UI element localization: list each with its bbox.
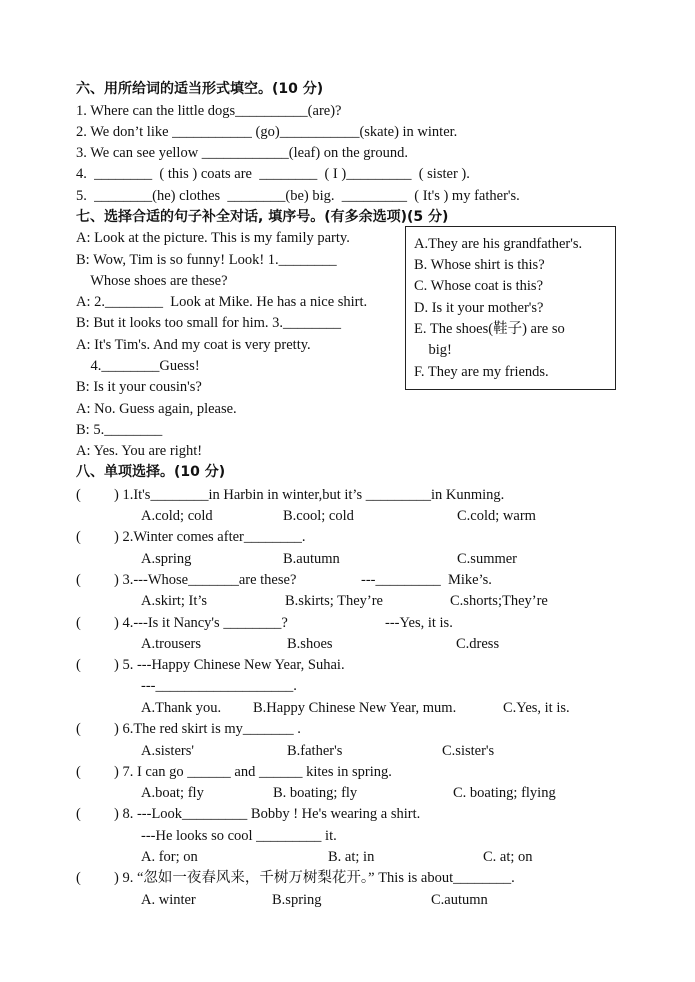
- q9-opt-b: B.spring: [272, 892, 322, 908]
- q1-opt-c: C.cold; warm: [457, 508, 536, 524]
- q7-opt-b: B. boating; fly: [273, 785, 358, 801]
- q2-opt-c: C.summer: [457, 551, 518, 567]
- q1-text: ) 1.It's________in Harbin in winter,but it’s _________in Kunming.: [114, 487, 505, 503]
- q6-opt-a: A.sisters': [141, 743, 194, 759]
- s7-dialogue-9: A: No. Guess again, please.: [76, 401, 237, 417]
- q3-text: ) 3.---Whose_______are these?: [114, 572, 297, 588]
- q8-paren: (: [76, 806, 81, 822]
- q9-paren: (: [76, 870, 81, 886]
- q2-opt-a: A.spring: [141, 551, 192, 567]
- s7-dialogue-4: A: 2.________ Look at Mike. He has a nice shirt.: [76, 294, 368, 310]
- q3-opt-a: A.skirt; It’s: [141, 593, 208, 609]
- q4-answer: ---Yes, it is.: [385, 615, 453, 631]
- s7-dialogue-5: B: But it looks too small for him. 3.________: [76, 315, 342, 331]
- q3-opt-c: C.shorts;They’re: [450, 593, 548, 609]
- q3-paren: (: [76, 572, 81, 588]
- option-d: D. Is it your mother's?: [414, 300, 544, 316]
- q4-opt-b: B.shoes: [287, 636, 333, 652]
- s7-dialogue-8: B: Is it your cousin's?: [76, 379, 202, 395]
- s6-line-5: 5. ________(he) clothes ________(be) big. _________ ( It's ) my father's.: [76, 188, 520, 204]
- s7-dialogue-3: Whose shoes are these?: [76, 273, 228, 289]
- s7-dialogue-1: A: Look at the picture. This is my family party.: [76, 230, 350, 246]
- q9-opt-c: C.autumn: [431, 892, 488, 908]
- s6-line-1: 1. Where can the little dogs__________(are)?: [76, 103, 342, 119]
- q6-opt-c: C.sister's: [442, 743, 495, 759]
- q3-answer: ---_________ Mike’s.: [361, 572, 492, 588]
- q9-opt-a: A. winter: [141, 892, 196, 908]
- s7-dialogue-7: 4.________Guess!: [76, 358, 200, 374]
- option-f: F. They are my friends.: [414, 364, 549, 380]
- s7-dialogue-10: B: 5.________: [76, 422, 163, 438]
- s6-line-3: 3. We can see yellow ____________(leaf) on the ground.: [76, 145, 408, 161]
- q5-opt-c: C.Yes, it is.: [503, 700, 570, 716]
- q7-text: ) 7. I can go ______ and ______ kites in spring.: [114, 764, 392, 780]
- q4-opt-c: C.dress: [456, 636, 500, 652]
- q1-paren: (: [76, 487, 81, 503]
- q6-opt-b: B.father's: [287, 743, 343, 759]
- q5-opt-b: B.Happy Chinese New Year, mum.: [253, 700, 457, 716]
- q8-sub: ---He looks so cool _________ it.: [141, 828, 337, 844]
- q5-sub: ---___________________.: [141, 678, 297, 694]
- option-e: E. The shoes(鞋子) are so: [414, 321, 565, 337]
- q5-opt-a: A.Thank you.: [141, 700, 222, 716]
- section6-heading: 六、用所给词的适当形式填空。(10 分): [76, 81, 324, 97]
- q5-paren: (: [76, 657, 81, 673]
- s7-dialogue-6: A: It's Tim's. And my coat is very pretty.: [76, 337, 311, 353]
- section8-heading: 八、单项选择。(10 分): [76, 464, 226, 480]
- q2-opt-b: B.autumn: [283, 551, 340, 567]
- s7-dialogue-11: A: Yes. You are right!: [76, 443, 203, 459]
- option-c: C. Whose coat is this?: [414, 278, 544, 294]
- q8-opt-a: A. for; on: [141, 849, 198, 865]
- q6-paren: (: [76, 721, 81, 737]
- option-a: A.They are his grandfather's.: [414, 236, 583, 252]
- option-e-cont: big!: [414, 342, 452, 358]
- q5-text: ) 5. ---Happy Chinese New Year, Suhai.: [114, 657, 345, 673]
- q8-text: ) 8. ---Look_________ Bobby ! He's wearing a shirt.: [114, 806, 421, 822]
- q1-opt-b: B.cool; cold: [283, 508, 354, 524]
- q7-opt-c: C. boating; flying: [453, 785, 556, 801]
- q7-paren: (: [76, 764, 81, 780]
- q4-opt-a: A.trousers: [141, 636, 202, 652]
- q4-paren: (: [76, 615, 81, 631]
- q8-opt-b: B. at; in: [328, 849, 375, 865]
- q8-opt-c: C. at; on: [483, 849, 533, 865]
- q2-text: ) 2.Winter comes after________.: [114, 529, 306, 545]
- q6-text: ) 6.The red skirt is my_______ .: [114, 721, 301, 737]
- option-b: B. Whose shirt is this?: [414, 257, 545, 273]
- q3-opt-b: B.skirts; They’re: [285, 593, 383, 609]
- q4-text: ) 4.---Is it Nancy's ________?: [114, 615, 288, 631]
- s7-dialogue-2: B: Wow, Tim is so funny! Look! 1.________: [76, 252, 337, 268]
- section7-heading: 七、选择合适的句子补全对话, 填序号。(有多余选项)(5 分): [76, 209, 449, 225]
- s6-line-2: 2. We don’t like ___________ (go)___________(skate) in winter.: [76, 124, 458, 140]
- q9-text: ) 9. “忽如一夜春风来，千树万树梨花开。” This is about________.: [114, 870, 515, 886]
- s6-line-4: 4. ________ ( this ) coats are ________ ( I )_________ ( sister ).: [76, 166, 470, 182]
- q1-opt-a: A.cold; cold: [141, 508, 213, 524]
- q7-opt-a: A.boat; fly: [141, 785, 204, 801]
- q2-paren: (: [76, 529, 81, 545]
